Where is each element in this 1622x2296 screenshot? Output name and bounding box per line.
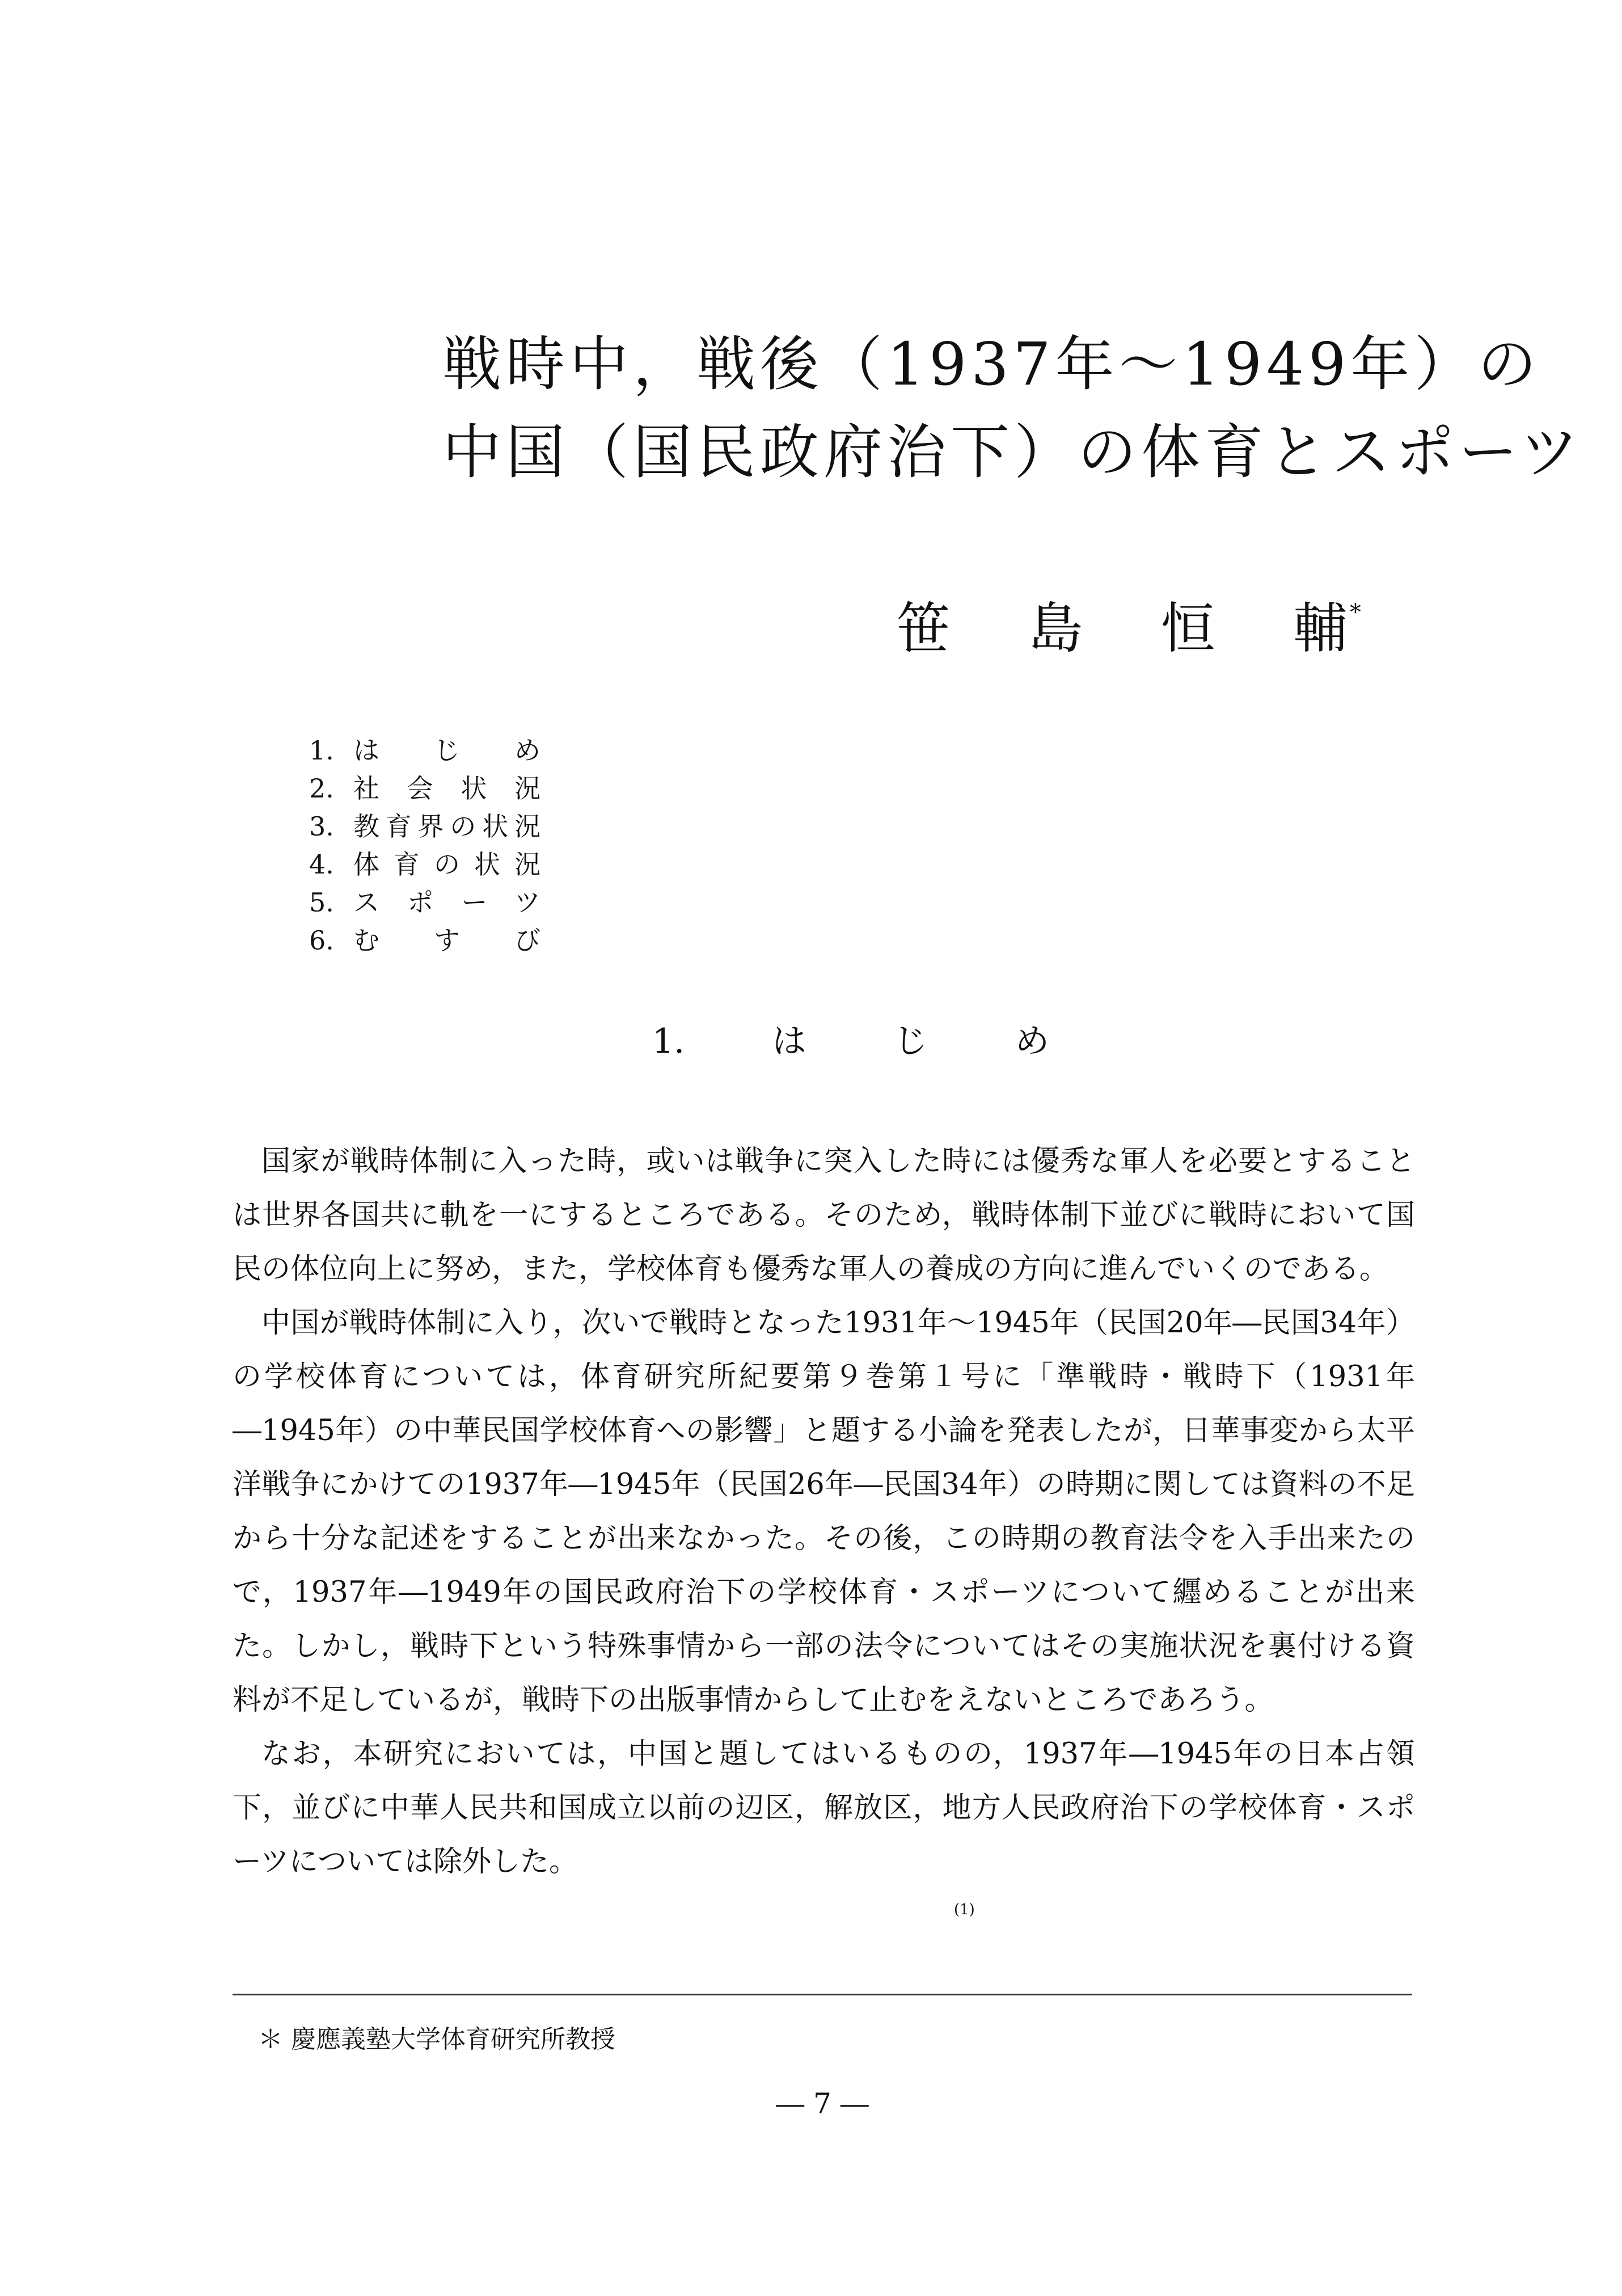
section-heading-char: は — [772, 1022, 806, 1061]
toc-item-label: 体育の状況 — [353, 849, 540, 880]
toc-item-number: 2. — [309, 773, 334, 804]
toc-item-label: 社会状況 — [353, 773, 540, 804]
author-char-last: 輔 * — [1292, 597, 1361, 660]
toc-item — [309, 884, 540, 922]
toc-item-number: 5. — [309, 887, 334, 918]
toc-item — [309, 732, 540, 770]
table-of-contents — [309, 732, 540, 960]
author-name — [896, 597, 1361, 660]
toc-item — [309, 922, 540, 960]
toc-item-label: はじめ — [353, 735, 540, 766]
paragraph-3-text: なお，本研究においては，中国と題してはいるものの，1937年―1945年の日本占領下，並びに中華人民共和国成立以前の辺区，解放区，地方人民政府治下の学校体育・スポーツについては除外した。 — [233, 1737, 1415, 1879]
author-char: 笹 — [896, 597, 951, 660]
paragraph-2: 中国が戦時体制に入り，次いで戦時となった1931年～1945年（民国20年―民国34年）の学校体育については，体育研究所紀要第９巻第１号に「準戦時・戦時下（1931年―1945年）の中華民国学校体育への影響」と題する小論を発表したが，日華事変から太平洋戦争にかけての1937年―1945年（民国26年―民国34年）の時期に関しては資料の不足から十分な記述をすることが出来なかった。その後，この時期の教育法令を入手出来たので，1937年―1949年の国民政府治下の学校体育・スポーツについて纒めることが出来た。しかし，戦時下という特殊事情から一部の法令についてはその実施状況を裏付ける資料が不足しているが，戦時下の出版事情からして止むをえないところであろう。 — [233, 1306, 1415, 1717]
toc-item-number: 1. — [309, 735, 334, 766]
toc-item-number: 3. — [309, 811, 334, 842]
toc-item-label: むすび — [353, 925, 540, 956]
body-text — [233, 1134, 1415, 1889]
title-line-1: 戦時中，戦後（1937年～1949年）の — [442, 330, 1541, 399]
toc-item — [309, 846, 540, 884]
page-number: ― 7 ― — [776, 2087, 869, 2120]
footnote-divider — [233, 1994, 1412, 1995]
toc-item-number: 6. — [309, 925, 334, 956]
author-char: 島 — [1028, 597, 1083, 660]
author-footnote-mark: * — [1349, 600, 1361, 626]
footnote-text: ＊ 慶應義塾大学体育研究所教授 — [258, 2025, 615, 2054]
toc-item-label: 教育界の状況 — [353, 811, 540, 842]
toc-item — [309, 770, 540, 808]
title-line-2: 中国（国民政府治下）の体育とスポーツ — [442, 417, 1583, 487]
paragraph-3 — [233, 1727, 1415, 1889]
paragraph-1: 国家が戦時体制に入った時，或いは戦争に突入した時には優秀な軍人を必要とすることは世界各国共に軌を一にするところである。そのため，戦時体制下並びに戦時において国民の体位向上に努め，また，学校体育も優秀な軍人の養成の方向に進んでいくのである。 — [233, 1145, 1415, 1286]
toc-item-label: スポーツ — [353, 887, 540, 918]
toc-item-number: 4. — [309, 849, 334, 880]
footnote-reference: (1) — [954, 1901, 975, 1918]
section-heading-char: め — [1015, 1022, 1049, 1061]
author-char: 恒 — [1160, 597, 1215, 660]
section-heading — [652, 1021, 1049, 1062]
toc-item — [309, 808, 540, 846]
section-heading-char: じ — [893, 1022, 928, 1061]
section-number: 1. — [652, 1022, 685, 1061]
